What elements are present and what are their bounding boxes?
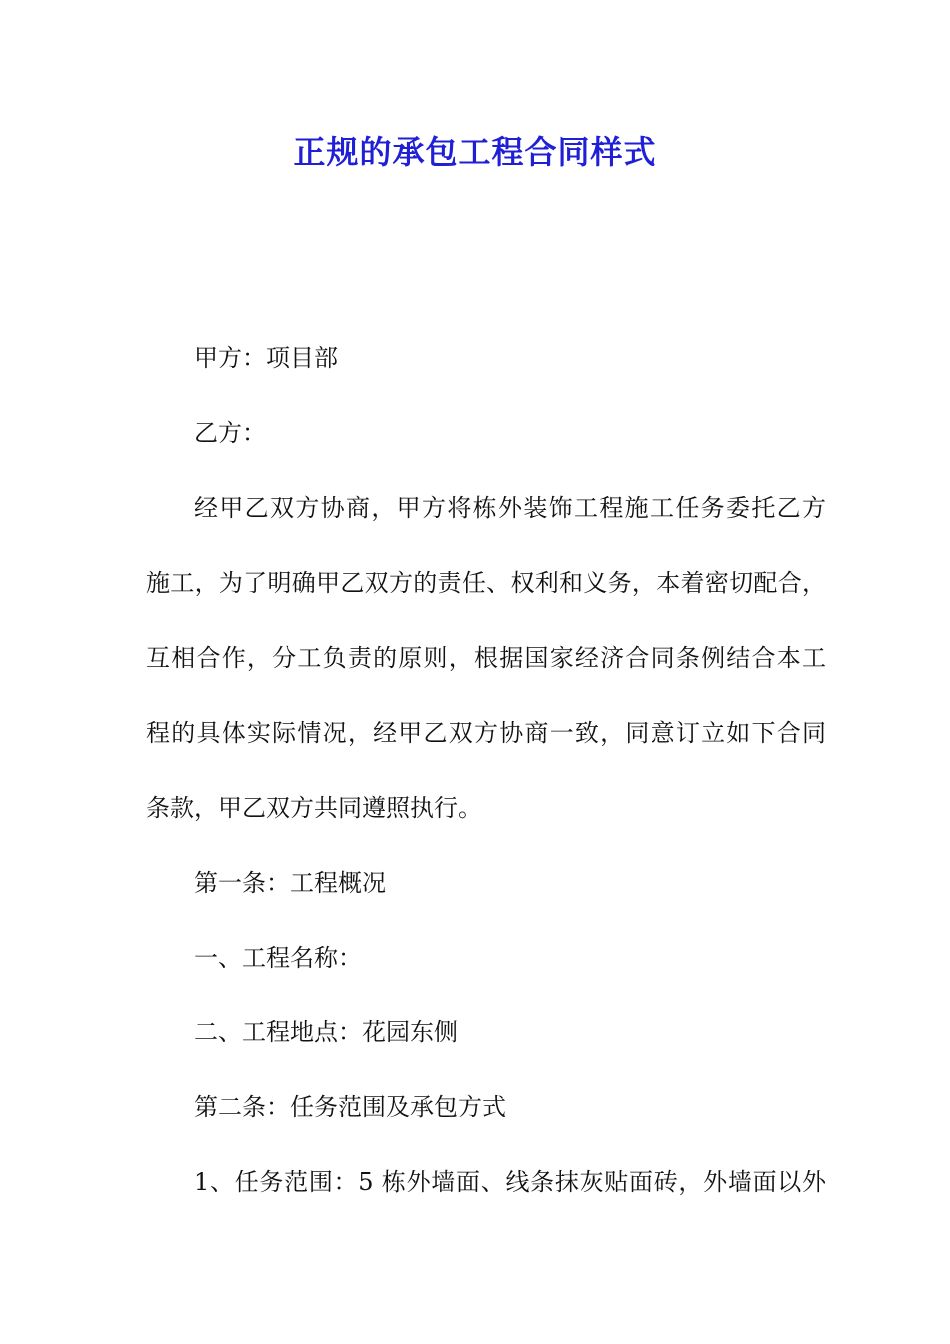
preamble-line-3: 互相合作，分工负责的原则，根据国家经济合同条例结合本工 <box>146 644 826 672</box>
article-1-item-2: 二、工程地点：花园东侧 <box>194 1018 458 1046</box>
document-title: 正规的承包工程合同样式 <box>293 133 657 171</box>
party-a-line: 甲方：项目部 <box>194 344 338 372</box>
preamble-line-1: 经甲乙双方协商，甲方将栋外装饰工程施工任务委托乙方 <box>194 494 826 522</box>
preamble-line-4: 程的具体实际情况，经甲乙双方协商一致，同意订立如下合同 <box>146 719 826 747</box>
article-1-heading: 第一条：工程概况 <box>194 869 386 897</box>
party-b-line: 乙方： <box>194 419 266 447</box>
article-2-heading: 第二条：任务范围及承包方式 <box>194 1093 506 1121</box>
preamble-line-2: 施工，为了明确甲乙双方的责任、权利和义务，本着密切配合， <box>146 569 826 597</box>
article-1-item-1: 一、工程名称： <box>194 944 362 972</box>
preamble-line-5: 条款，甲乙双方共同遵照执行。 <box>146 794 482 822</box>
article-2-item-1: 1、任务范围：5 栋外墙面、线条抹灰贴面砖，外墙面以外 <box>194 1168 826 1196</box>
